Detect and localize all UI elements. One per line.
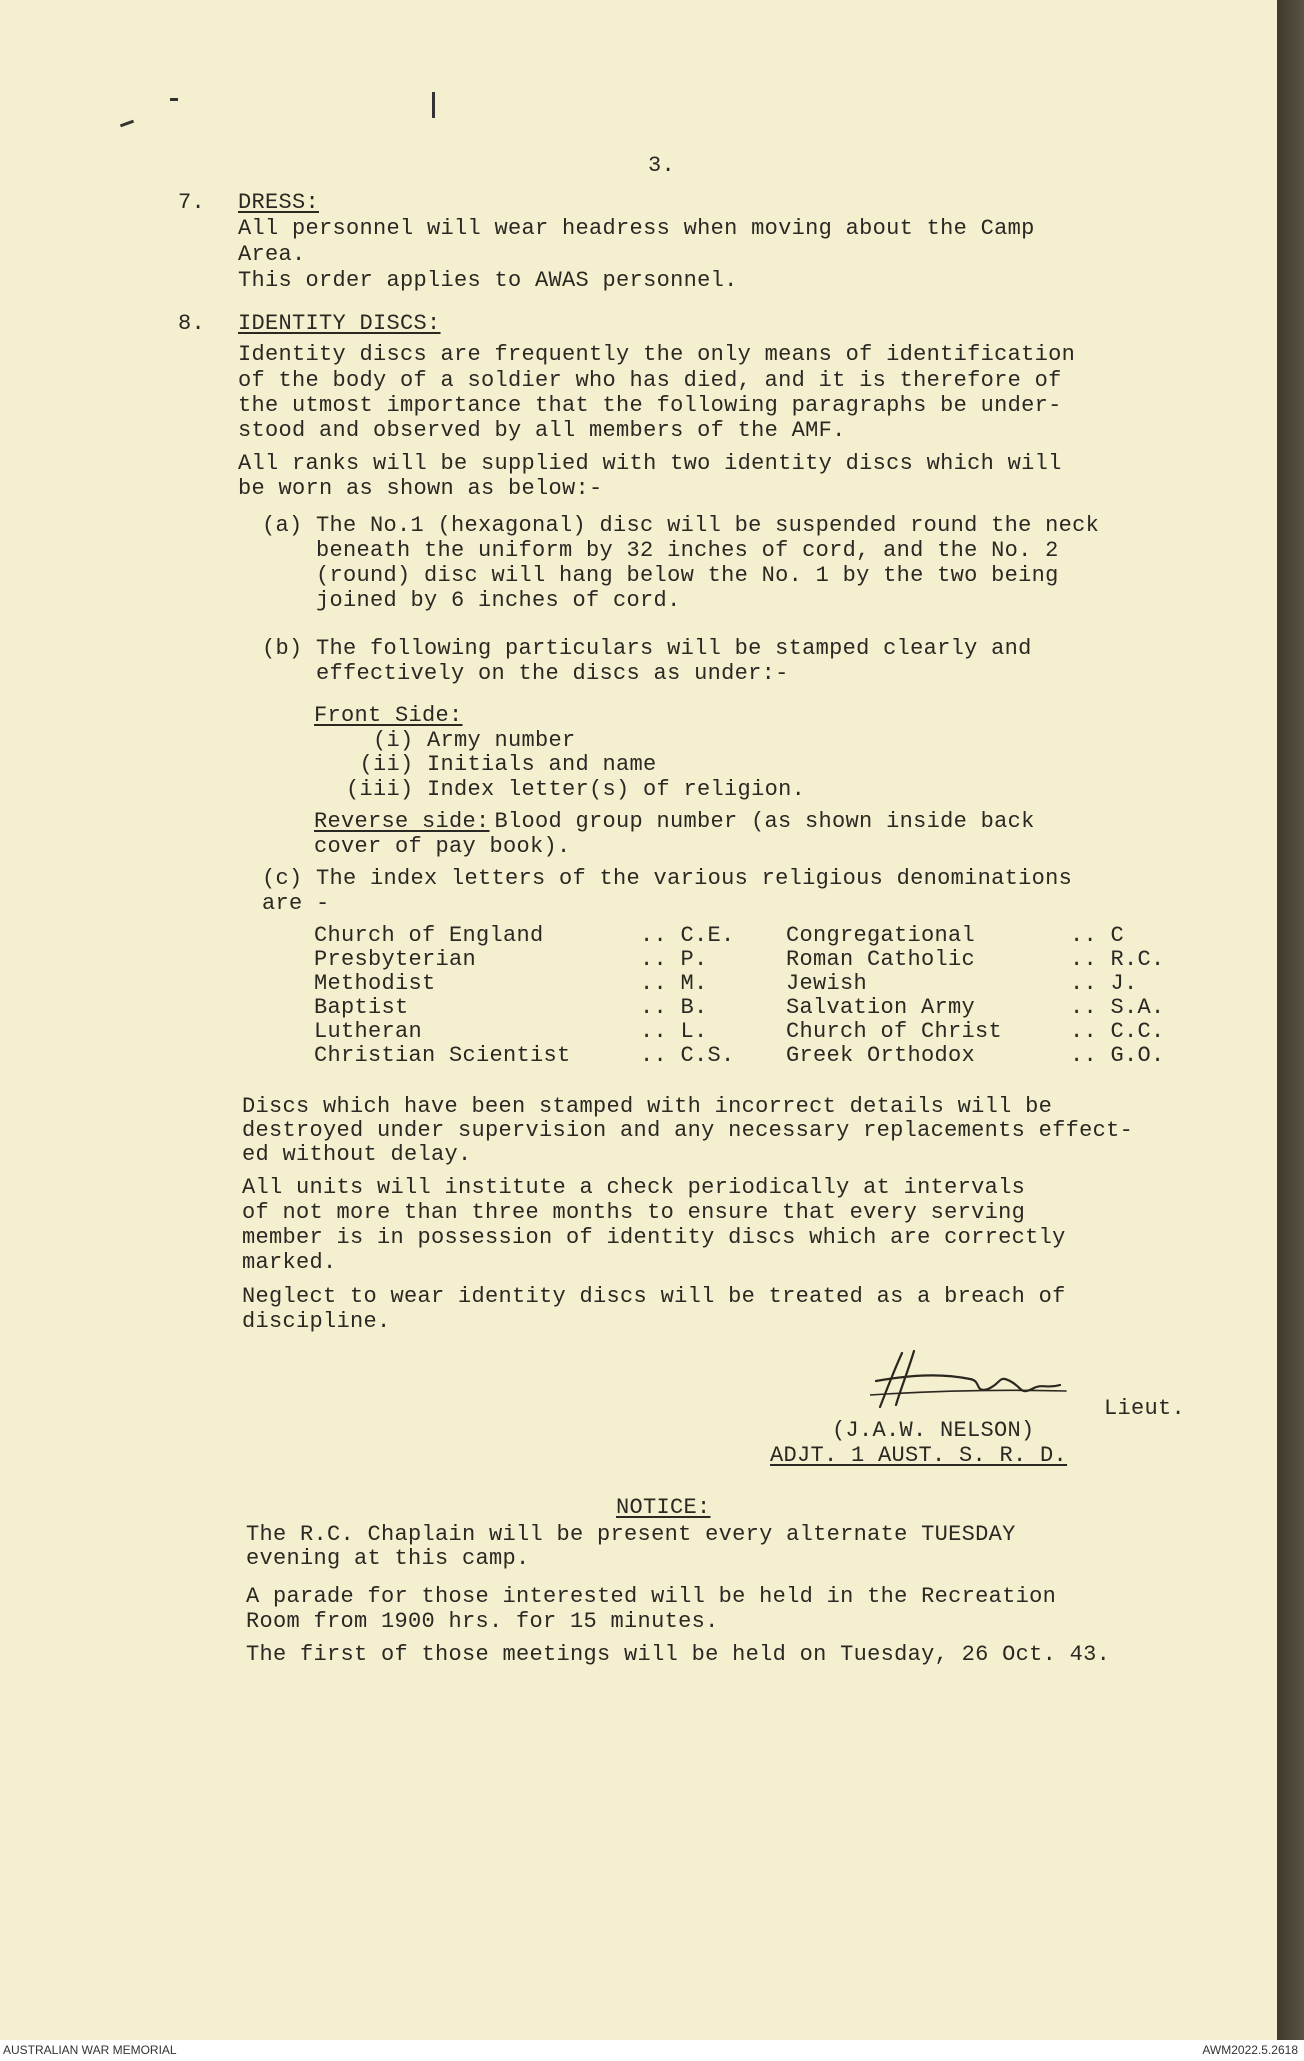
section-heading: DRESS: [238,190,320,215]
list-item-a-line: beneath the uniform by 32 inches of cord, and the No. 2 [262,538,1059,563]
signature-rank: Lieut. [1104,1396,1186,1421]
reverse-side-text: cover of pay book). [314,834,571,859]
denomination-code: .. C.S. [640,1043,735,1068]
footer-right-label: AWM2022.5.2618 [1202,2043,1298,2057]
notice-line: Room from 1900 hrs. for 15 minutes. [246,1609,719,1634]
notice-line: The R.C. Chaplain will be present every alternate TUESDAY [246,1522,1016,1547]
denomination-code: .. G.O. [1070,1043,1165,1068]
reverse-side-text: Blood group number (as shown inside back [481,809,1035,834]
paragraph-line: destroyed under supervision and any necessary replacements effect- [242,1118,1134,1143]
paragraph-line: marked. [242,1250,337,1275]
section-number: 8. [178,311,206,336]
paragraph-line: All units will institute a check periodically at intervals [242,1175,1026,1200]
punch-mark [120,120,134,128]
section-number: 7. [178,190,206,215]
paragraph-line: be worn as shown as below:- [238,476,603,501]
list-item-c-line: (c) The index letters of the various religious denominations [262,866,1073,891]
front-side-item: (i) Army number [346,728,576,753]
denomination-code: .. S.A. [1070,995,1165,1020]
list-item-a-line: (a) The No.1 (hexagonal) disc will be suspended round the neck [262,513,1100,538]
punch-mark [170,98,178,101]
front-side-item: (iii) Index letter(s) of religion. [346,777,806,802]
paragraph-line: stood and observed by all members of the AMF. [238,418,846,443]
denomination-code: .. L. [640,1019,708,1044]
paragraph-line: Identity discs are frequently the only means of identification [238,342,1076,367]
paragraph-line: Neglect to wear identity discs will be treated as a breach of [242,1284,1066,1309]
paragraph-line: member is in possession of identity discs which are correctly [242,1225,1066,1250]
paragraph-line: ed without delay. [242,1142,472,1167]
punch-mark [432,92,435,118]
notice-line: The first of those meetings will be held on Tuesday, 26 Oct. 43. [246,1642,1111,1667]
denomination-name: Presbyterian [314,947,477,972]
denomination-code: .. R.C. [1070,947,1165,972]
denomination-name: Jewish [786,971,868,996]
denomination-name: Lutheran [314,1019,423,1044]
notice-heading: NOTICE: [616,1495,711,1520]
notice-line: evening at this camp. [246,1546,530,1571]
front-side-heading: Front Side: [314,703,463,728]
front-side-item: (ii) Initials and name [346,752,657,777]
notice-line: A parade for those interested will be held in the Recreation [246,1584,1057,1609]
paragraph-line: All ranks will be supplied with two identity discs which will [238,451,1062,476]
paragraph-line: Discs which have been stamped with incorrect details will be [242,1094,1053,1119]
signature-name: (J.A.W. NELSON) [832,1418,1035,1443]
list-item-a-line: joined by 6 inches of cord. [262,588,681,613]
denomination-code: .. C.C. [1070,1019,1165,1044]
paragraph-line: All personnel will wear headress when moving about the Camp [238,216,1035,241]
paragraph-line: of the body of a soldier who has died, and it is therefore of [238,368,1062,393]
denomination-code: .. C.E. [640,923,735,948]
denomination-name: Church of England [314,923,544,948]
list-item-a-line: (round) disc will hang below the No. 1 by the two being [262,563,1059,588]
denomination-name: Methodist [314,971,436,996]
list-item-b-line: (b) The following particulars will be stamped clearly and [262,636,1032,661]
denomination-name: Christian Scientist [314,1043,571,1068]
page-number: 3. [648,153,676,178]
denomination-code: .. P. [640,947,708,972]
paragraph-line: of not more than three months to ensure that every serving [242,1200,1026,1225]
denomination-code: .. B. [640,995,708,1020]
denomination-name: Congregational [786,923,976,948]
denomination-code: .. J. [1070,971,1138,996]
handwritten-signature [870,1345,1070,1415]
reverse-side-heading: Reverse side: [314,809,490,834]
denomination-name: Greek Orthodox [786,1043,976,1068]
denomination-name: Salvation Army [786,995,976,1020]
footer-left-label: AUSTRALIAN WAR MEMORIAL [3,2043,177,2057]
archive-footer [0,2040,1304,2061]
paragraph-line: discipline. [242,1309,391,1334]
denomination-name: Roman Catholic [786,947,976,972]
section-heading: IDENTITY DISCS: [238,311,441,336]
paragraph-line: Area. [238,242,306,267]
signature-title: ADJT. 1 AUST. S. R. D. [770,1443,1068,1468]
denomination-name: Baptist [314,995,409,1020]
denomination-code: .. M. [640,971,708,996]
paragraph-line: the utmost importance that the following paragraphs be under- [238,393,1062,418]
denomination-name: Church of Christ [786,1019,1003,1044]
denomination-code: .. C [1070,923,1125,948]
list-item-c-line: are - [262,891,330,916]
paragraph-line: This order applies to AWAS personnel. [238,268,738,293]
scan-background-edge [1277,0,1304,2040]
list-item-b-line: effectively on the discs as under:- [262,661,789,686]
